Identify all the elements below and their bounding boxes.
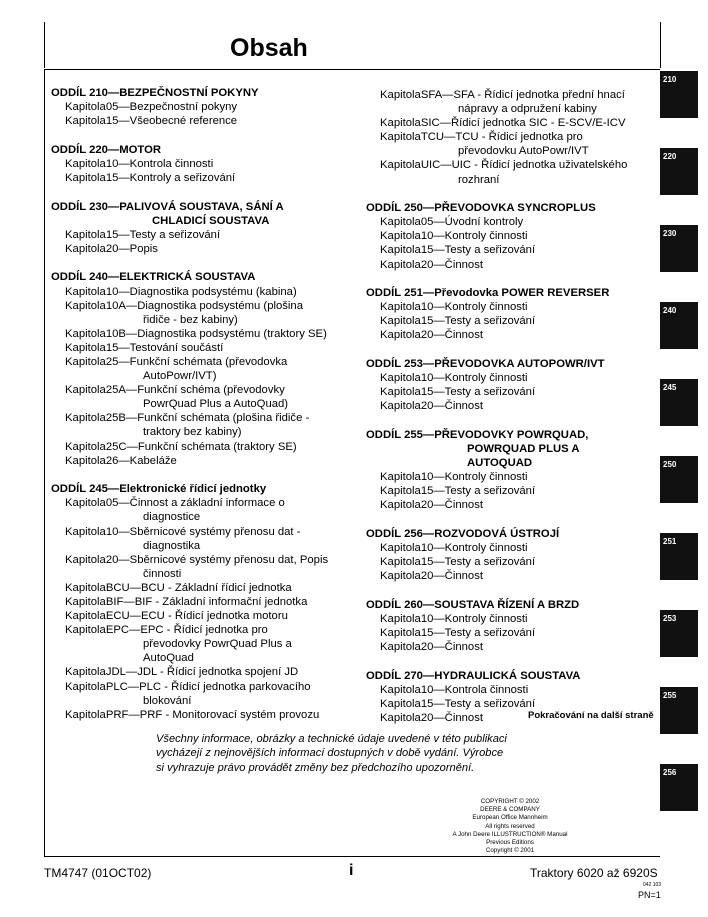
section-heading: ODDÍL 256—ROZVODOVÁ ÚSTROJÍ — [366, 527, 560, 540]
chapter-entry-continuation: činnosti — [143, 567, 182, 580]
section-gap — [366, 343, 658, 358]
chapter-entry: Kapitola25B—Funkční schémata (plošina řidiče - — [65, 412, 310, 425]
section-gap — [366, 512, 658, 527]
chapter-entry: Kapitola25C—Funkční schémata (traktory SE) — [65, 440, 297, 453]
chapter-entry: Kapitola10—Kontroly činnosti — [380, 372, 528, 385]
section-gap — [366, 187, 658, 202]
chapter-entry: KapitolaBCU—BCU - Základní řídicí jednotka — [65, 581, 292, 594]
section-heading: ODDÍL 251—Převodovka POWER REVERSER — [366, 287, 610, 300]
chapter-entry: Kapitola20—Činnost — [380, 641, 483, 654]
chapter-entry: Kapitola10—Kontroly činnosti — [380, 612, 528, 625]
section-heading: ODDÍL 253—PŘEVODOVKA AUTOPOWR/IVT — [366, 358, 605, 370]
footer-page-number: i — [349, 862, 354, 879]
chapter-entry: Kapitola15—Testy a seřizování — [65, 228, 221, 241]
chapter-entry: Kapitola25—Funkční schémata (převodovka — [65, 356, 288, 368]
chapter-entry: Kapitola10—Kontrola činnosti — [380, 683, 529, 696]
copyright-line: Previous Editions — [486, 839, 534, 847]
section-tab: 250 — [660, 456, 698, 503]
footer-code: 042 103 — [643, 882, 662, 888]
section-tab: 255 — [660, 687, 698, 734]
chapter-entry: Kapitola20—Činnost — [380, 711, 483, 724]
chapter-entry: KapitolaBIF—BIF - Základní informační jednotka — [65, 596, 308, 608]
section-tab: 210 — [660, 71, 698, 118]
section-tab: 253 — [660, 610, 698, 657]
section-gap — [51, 128, 356, 143]
left-rule — [44, 69, 45, 856]
section-heading: ODDÍL 250—PŘEVODOVKA SYNCROPLUS — [366, 202, 596, 215]
section-heading: ODDÍL 260—SOUSTAVA ŘÍZENÍ A BRZD — [366, 598, 580, 611]
chapter-entry: Kapitola15—Testy a seřizování — [380, 244, 536, 257]
section-gap — [366, 654, 658, 669]
chapter-entry: Kapitola15—Všeobecné reference — [65, 115, 238, 128]
chapter-entry: Kapitola10—Kontroly činnosti — [380, 301, 528, 314]
chapter-entry: Kapitola20—Činnost — [380, 499, 483, 512]
chapter-entry: KapitolaEPC—EPC - Řídicí jednotka pro — [65, 624, 268, 637]
chapter-entry: Kapitola05—Činnost a základní informace o — [65, 497, 285, 510]
footer-model: Traktory 6020 až 6920S — [530, 866, 658, 880]
chapter-entry-continuation: nápravy a odpružení kabiny — [458, 103, 597, 116]
section-heading-continuation: AUTOQUAD — [467, 457, 533, 470]
chapter-entry: Kapitola26—Kabeláže — [65, 454, 177, 467]
copyright-line: DEERE & COMPANY — [480, 806, 540, 814]
chapter-entry-continuation: řidiče - bez kabiny) — [143, 313, 238, 326]
chapter-entry: Kapitola10B—Diagnostika podsystému (traktory SE) — [65, 327, 327, 340]
chapter-entry-continuation: blokování — [143, 694, 192, 707]
footer-pn: PN=1 — [638, 890, 661, 900]
section-gap — [51, 185, 356, 200]
chapter-entry: Kapitola10—Kontroly činnosti — [380, 471, 528, 484]
chapter-entry: Kapitola15—Testy a seřizování — [380, 556, 536, 569]
chapter-entry-continuation: diagnostika — [143, 539, 201, 552]
chapter-entry: KapitolaJDL—JDL - Řídicí jednotka spojení JD — [65, 666, 299, 679]
section-heading: ODDÍL 220—MOTOR — [51, 143, 162, 156]
chapter-entry: Kapitola15—Testy a seřizování — [380, 315, 536, 328]
section-heading: ODDÍL 230—PALIVOVÁ SOUSTAVA, SÁNÍ A — [51, 200, 284, 213]
chapter-entry: KapitolaPLC—PLC - Řídicí jednotka parkovacího — [65, 680, 311, 693]
chapter-entry: Kapitola20—Činnost — [380, 570, 483, 583]
section-tab: 230 — [660, 225, 698, 272]
section-heading: ODDÍL 240—ELEKTRICKÁ SOUSTAVA — [51, 271, 256, 284]
chapter-entry: KapitolaECU—ECU - Řídicí jednotka motoru — [65, 610, 288, 623]
title-frame — [44, 22, 661, 68]
page-title: Obsah — [230, 34, 308, 62]
chapter-entry: Kapitola25A—Funkční schéma (převodovky — [65, 384, 285, 397]
copyright-block — [420, 798, 600, 855]
chapter-entry-continuation: převodovky PowrQuad Plus a — [143, 638, 292, 651]
chapter-entry: Kapitola05—Úvodní kontroly — [380, 216, 524, 229]
toc-left-column — [51, 86, 356, 722]
bottom-rule — [44, 856, 660, 857]
disclaimer-note — [156, 732, 546, 775]
section-tab: 240 — [660, 302, 698, 349]
chapter-entry-continuation: převodovku AutoPowr/IVT — [458, 145, 589, 158]
section-heading: ODDÍL 270—HYDRAULICKÁ SOUSTAVA — [366, 669, 581, 682]
chapter-entry: Kapitola10—Kontrola činnosti — [65, 157, 214, 170]
chapter-entry: Kapitola05—Bezpečnostní pokyny — [65, 101, 238, 114]
section-heading: ODDÍL 245—Elektronické řídicí jednotky — [51, 483, 267, 496]
footer-manual-code: TM4747 (01OCT02) — [44, 866, 152, 880]
disclaimer-line: Všechny informace, obrázky a technické údaje uvedené v této publikaci — [156, 733, 507, 745]
chapter-entry: KapitolaPRF—PRF - Monitorovací systém provozu — [65, 708, 320, 721]
copyright-line: A John Deere ILLUSTRUCTION® Manual — [452, 830, 568, 838]
chapter-entry-continuation: AutoPowr/IVT) — [143, 370, 217, 383]
chapter-entry-continuation: diagnostice — [143, 511, 201, 524]
section-heading-continuation: CHLADICÍ SOUSTAVA — [152, 214, 270, 227]
copyright-line: All rights reserved — [485, 822, 535, 830]
chapter-entry-continuation: traktory bez kabiny) — [143, 426, 242, 439]
section-gap — [366, 583, 658, 598]
section-tab: 256 — [660, 764, 698, 811]
toc-right-column — [366, 88, 658, 725]
chapter-entry: Kapitola10—Diagnostika podsystému (kabina) — [65, 285, 297, 298]
chapter-entry: Kapitola20—Činnost — [380, 329, 483, 342]
chapter-entry: Kapitola10—Kontroly činnosti — [380, 542, 528, 555]
disclaimer-line: si vyhrazuje právo provádět změny bez předchozího upozornění. — [156, 761, 475, 774]
chapter-entry-continuation: AutoQuad — [143, 652, 194, 665]
chapter-entry: Kapitola15—Testy a seřizování — [380, 697, 536, 710]
chapter-entry-continuation: rozhraní — [458, 173, 500, 186]
copyright-line: COPYRIGHT © 2002 — [480, 798, 540, 805]
chapter-entry: Kapitola20—Popis — [65, 242, 158, 255]
chapter-entry: KapitolaUIC—UIC - Řídicí jednotka uživatelského — [380, 159, 628, 172]
chapter-entry: Kapitola10—Kontroly činnosti — [380, 230, 528, 243]
chapter-entry: Kapitola15—Testování součástí — [65, 341, 224, 354]
section-heading: ODDÍL 210—BEZPEČNOSTNÍ POKYNY — [51, 87, 259, 99]
chapter-entry: Kapitola15—Testy a seřizování — [380, 627, 536, 639]
section-gap — [51, 468, 356, 483]
copyright-line: Copyright © 2001 — [485, 847, 535, 855]
section-tab: 220 — [660, 148, 698, 195]
chapter-entry: Kapitola15—Kontroly a seřizování — [65, 171, 236, 184]
section-gap — [51, 256, 356, 271]
section-gap — [366, 272, 658, 287]
chapter-entry: KapitolaSFA—SFA - Řídicí jednotka přední hnací — [380, 89, 625, 101]
top-rule — [44, 69, 660, 70]
continued-note: Pokračování na další straně — [528, 710, 654, 721]
section-tab: 251 — [660, 533, 698, 580]
section-gap — [366, 413, 658, 428]
chapter-entry: Kapitola15—Testy a seřizování — [380, 485, 536, 498]
chapter-entry: Kapitola10—Sběrnicové systémy přenosu dat - — [65, 525, 301, 538]
chapter-entry: Kapitola20—Činnost — [380, 400, 483, 413]
chapter-entry: KapitolaSIC—Řídicí jednotka SIC - E-SCV/E-ICV — [380, 117, 626, 130]
disclaimer-line: vycházejí z nejnovějších informací dostupných v době vydání. Výrobce — [156, 747, 504, 760]
chapter-entry: Kapitola20—Sběrnicové systémy přenosu dat, Popis — [65, 553, 329, 566]
section-heading: ODDÍL 255—PŘEVODOVKY POWRQUAD, — [366, 428, 589, 441]
chapter-entry: Kapitola15—Testy a seřizování — [380, 386, 536, 399]
chapter-entry: KapitolaTCU—TCU - Řídicí jednotka pro — [380, 131, 583, 144]
section-heading-continuation: POWRQUAD PLUS A — [467, 442, 580, 455]
chapter-entry: Kapitola10A—Diagnostika podsystému (plošina — [65, 299, 303, 312]
copyright-line: European Office Mannheim — [472, 814, 548, 822]
chapter-entry: Kapitola20—Činnost — [380, 258, 483, 271]
chapter-entry-continuation: PowrQuad Plus a AutoQuad) — [143, 398, 289, 411]
section-tab: 245 — [660, 379, 698, 426]
